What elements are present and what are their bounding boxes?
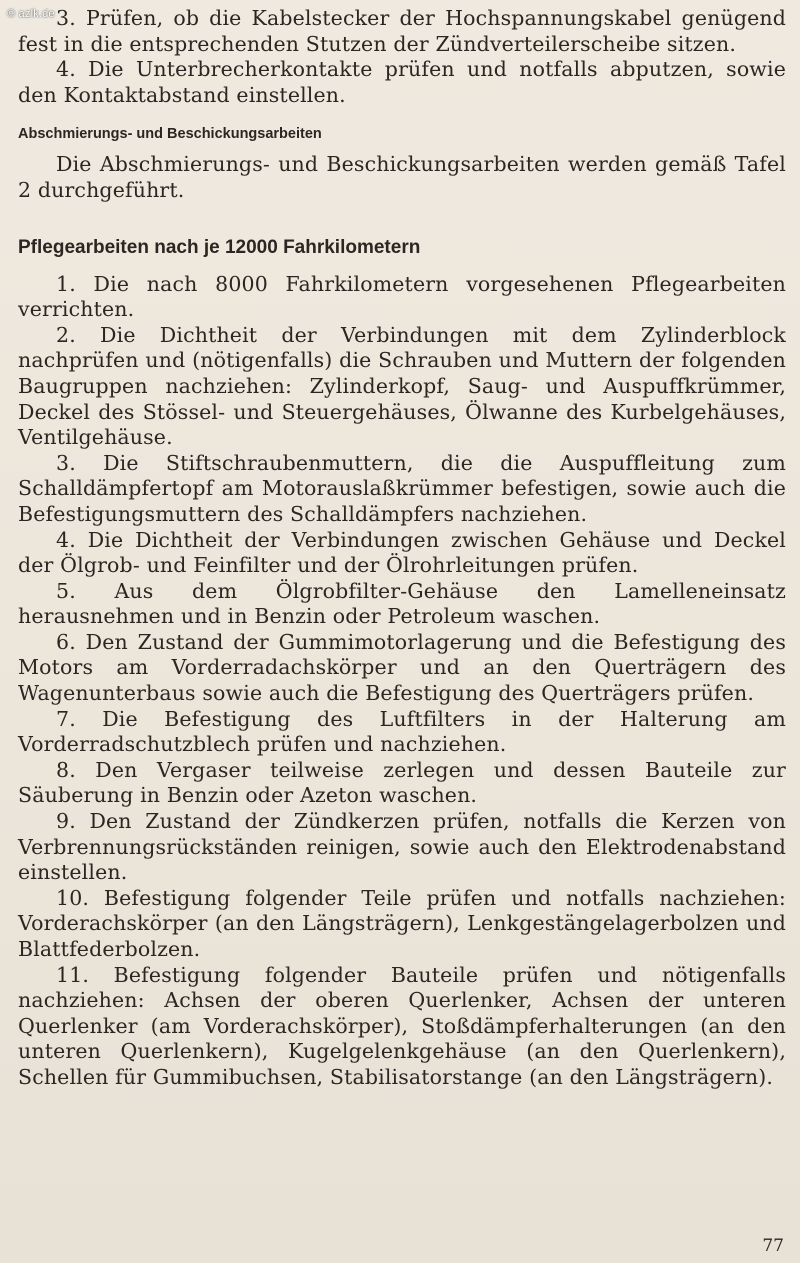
- paragraph-lubrication: Die Abschmierungs- und Beschickungsarbeiten werden gemäß Tafel 2 durchgeführt.: [18, 152, 786, 202]
- page-number: 77: [762, 1236, 784, 1256]
- list-item-6: 6. Den Zustand der Gummimotorlagerung und die Befestigung des Motors am Vorderradachskörper und an den Querträgern des Wagenunterbaus sowie auch die Befestigung des Querträgers prüfen.: [18, 629, 786, 706]
- list-item-9: 9. Den Zustand der Zündkerzen prüfen, notfalls die Kerzen von Verbrennungsrückständen reinigen, sowie auch den Elektrodenabstand einstellen.: [18, 809, 786, 885]
- watermark: © azlk.de: [7, 8, 55, 20]
- page-content: [18, 6, 786, 1091]
- list-item-3: 3. Die Stiftschraubenmuttern, die die Auspuffleitung zum Schalldämpfertopf am Motorauslaßkrümmer befestigen, sowie auch die Befestigungsmuttern des Schalldämpfers nachziehen.: [18, 450, 786, 526]
- paragraph-intro-3: 3. Prüfen, ob die Kabelstecker der Hochspannungskabel genügend fest in die entsprechenden Stutzen der Zündverteilerscheibe sitzen.: [18, 6, 786, 56]
- section-heading-maintenance: Pflegearbeiten nach je 12000 Fahrkilometern: [18, 236, 421, 258]
- section-heading-lubrication: Abschmierungs- und Beschickungsarbeiten: [18, 126, 322, 143]
- list-item-10: 10. Befestigung folgender Teile prüfen und notfalls nachziehen: Vorderachskörper (an den Längsträgern), Lenkgestängelagerbolzen und Blattfederbolzen.: [18, 885, 786, 961]
- list-item-1: 1. Die nach 8000 Fahrkilometern vorgesehenen Pflegearbeiten verrichten.: [18, 271, 786, 322]
- paragraph-intro-4: 4. Die Unterbrecherkontakte prüfen und notfalls abputzen, sowie den Kontaktabstand einstellen.: [18, 57, 786, 107]
- list-item-4: 4. Die Dichtheit der Verbindungen zwischen Gehäuse und Deckel der Ölgrob- und Feinfilter und der Ölrohrleitungen prüfen.: [18, 527, 786, 578]
- list-item-2: 2. Die Dichtheit der Verbindungen mit dem Zylinderblock nachprüfen und (nötigenfalls) die Schrauben und Muttern der folgenden Baugruppen nachziehen: Zylinderkopf, Saug- und Auspuffkrümmer, Deckel des Stössel- und Steuergehäuses, Ölwanne des Kurbelgehäuses, Ventilgehäuse.: [18, 322, 786, 450]
- list-item-7: 7. Die Befestigung des Luftfilters in der Halterung am Vorderradschutzblech prüfen und nachziehen.: [18, 706, 786, 757]
- list-item-11: 11. Befestigung folgender Bauteile prüfen und nötigenfalls nachziehen: Achsen der oberen Querlenker, Achsen der unteren Querlenker (am Vorderachskörper), Stoßdämpferhalterungen (an den unteren Querlenkern), Kugelgelenkgehäuse (an den Querlenkern), Schellen für Gummibuchsen, Stabilisatorstange (an den Längsträgern).: [18, 962, 786, 1089]
- list-item-5: 5. Aus dem Ölgrobfilter-Gehäuse den Lamelleneinsatz herausnehmen und in Benzin oder Petroleum waschen.: [18, 578, 786, 629]
- list-item-8: 8. Den Vergaser teilweise zerlegen und dessen Bauteile zur Säuberung in Benzin oder Azeton waschen.: [18, 757, 786, 808]
